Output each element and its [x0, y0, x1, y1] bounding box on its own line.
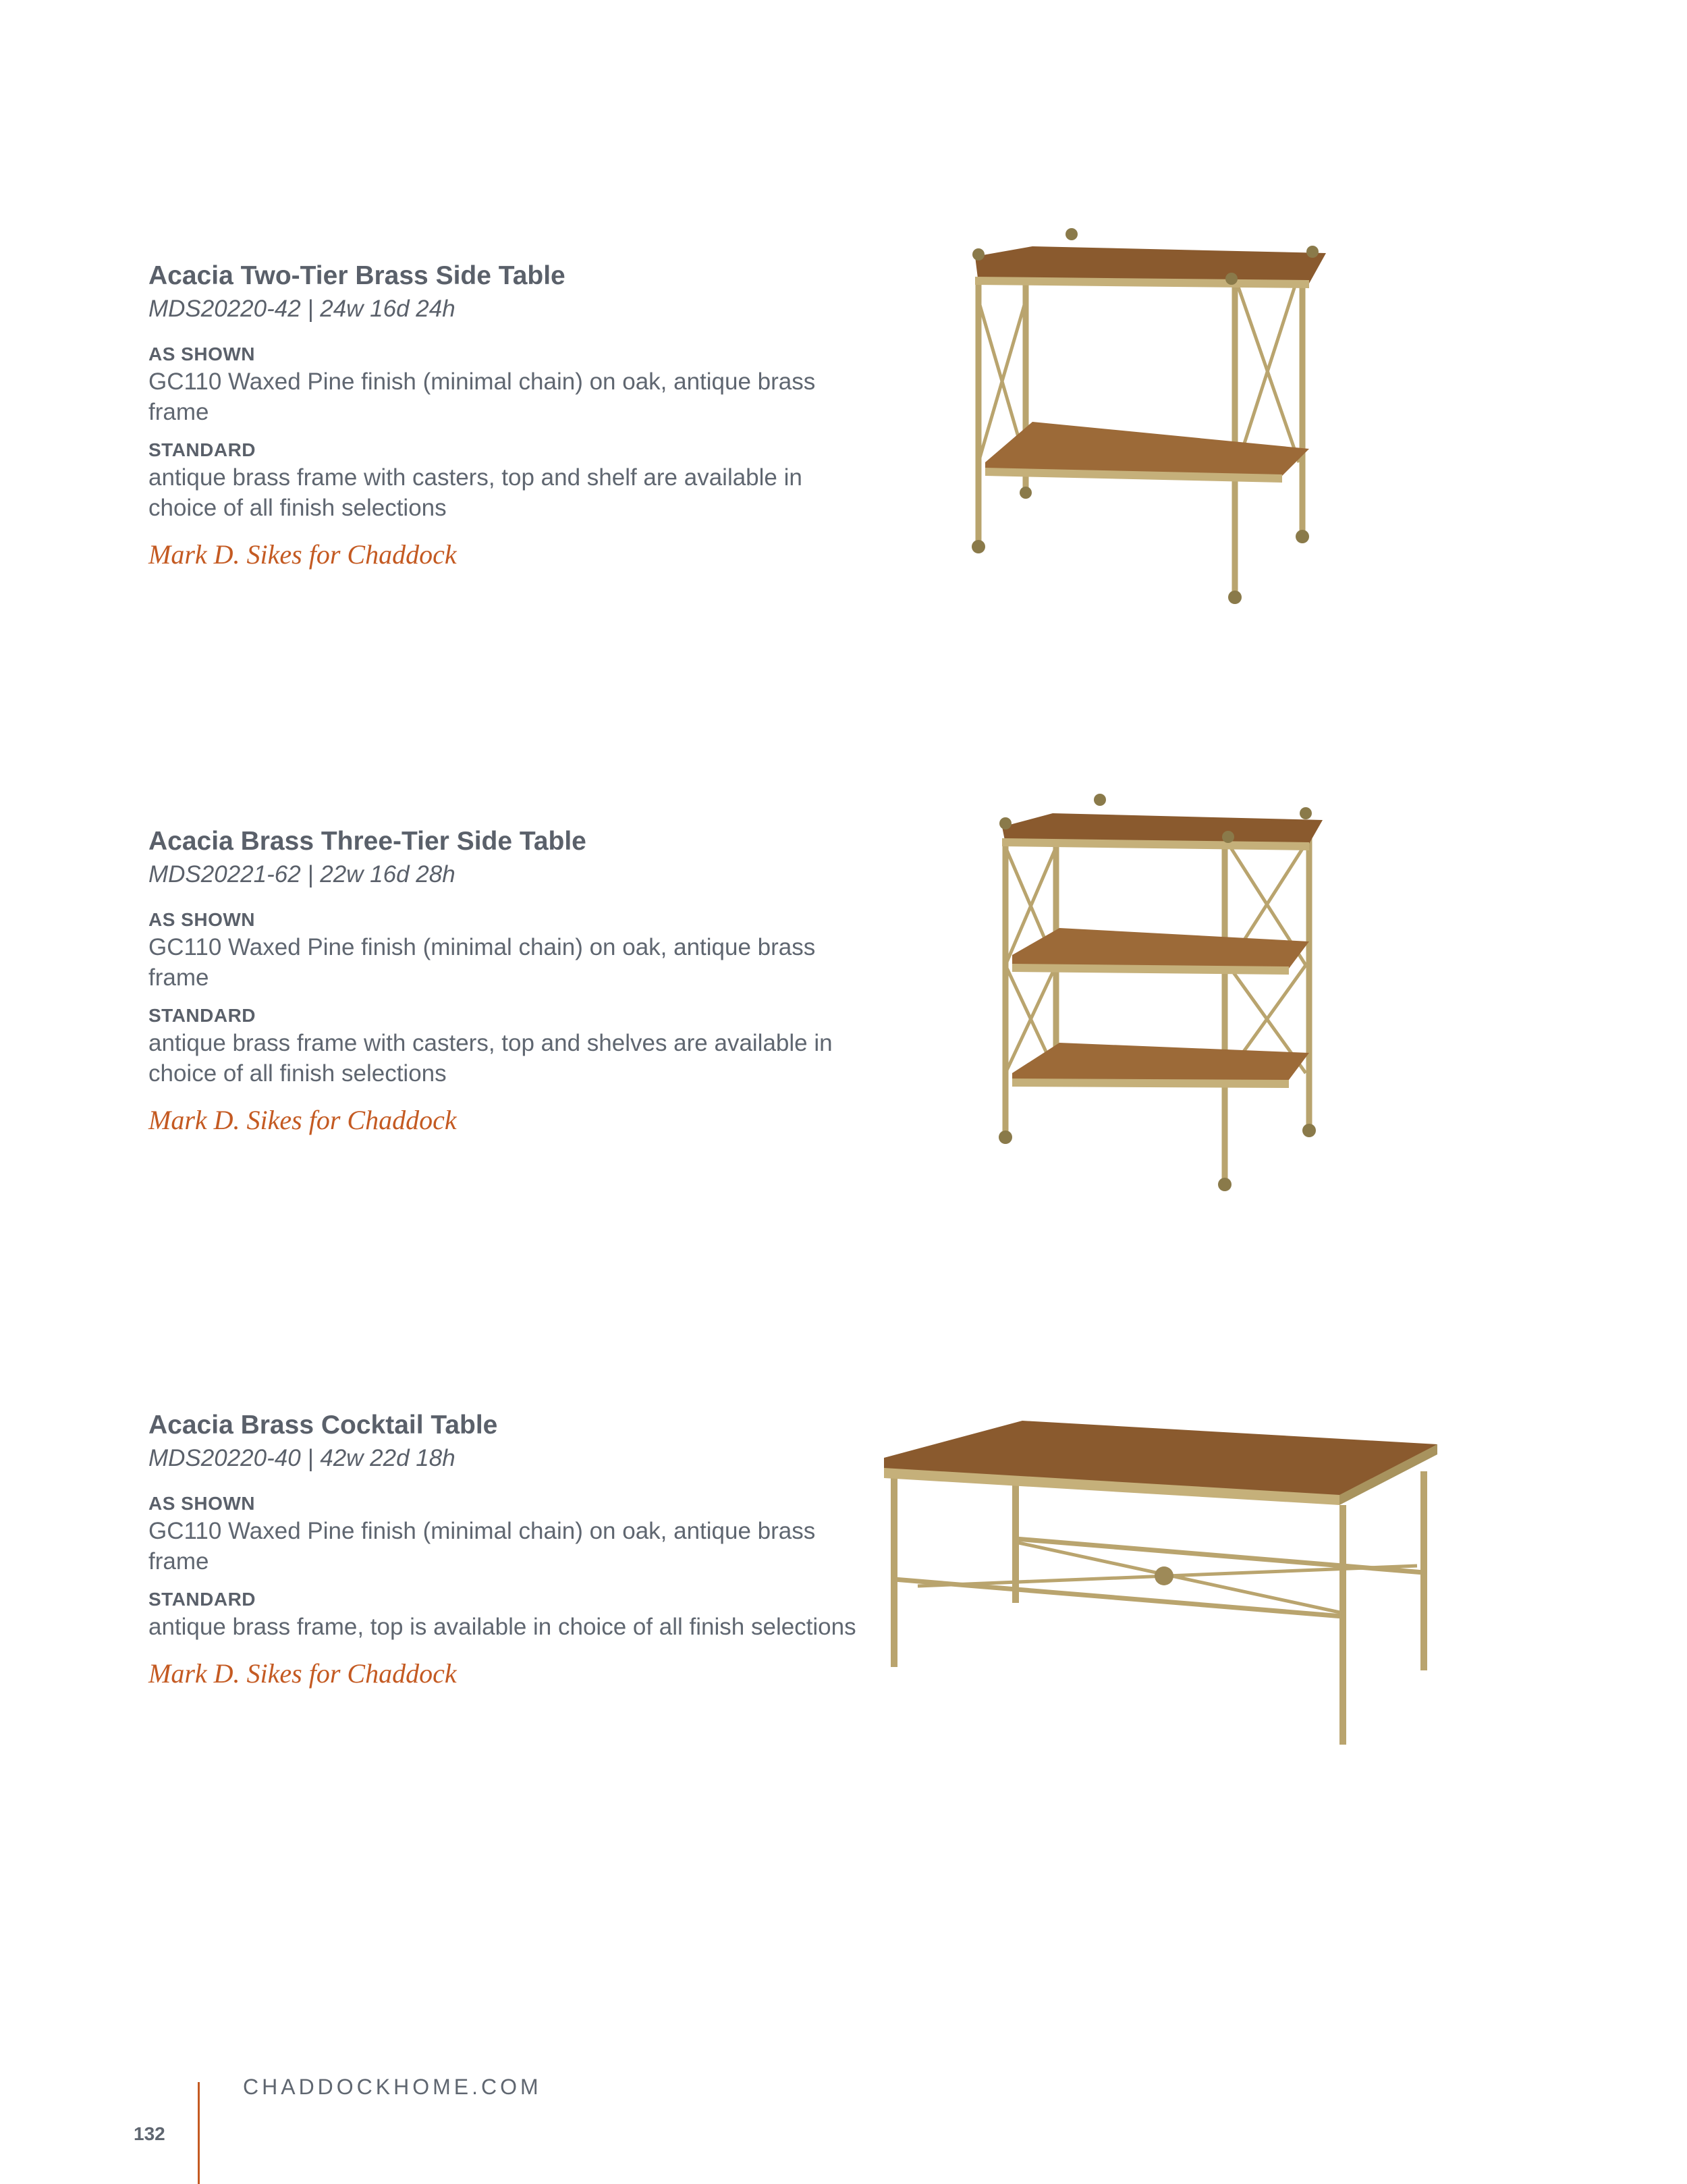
- footer-divider: [198, 2082, 200, 2184]
- standard-label: STANDARD: [148, 439, 256, 460]
- page-number: 132: [134, 2123, 165, 2144]
- product-name: Acacia Brass Cocktail Table: [148, 1411, 498, 1440]
- as-shown-label: AS SHOWN: [148, 909, 255, 930]
- standard-text: antique brass frame with casters, top and shelves are available in choice of all finish selections: [148, 1030, 833, 1087]
- cocktail-table-image: [877, 1414, 1444, 1751]
- designer-credit: Mark D. Sikes for Chaddock: [148, 1105, 457, 1135]
- as-shown-text: GC110 Waxed Pine finish (minimal chain) on oak, antique brass frame: [148, 1518, 816, 1575]
- designer-credit: Mark D. Sikes for Chaddock: [148, 539, 457, 570]
- product-sku: MDS20220-40 | 42w 22d 18h: [148, 1445, 455, 1471]
- designer-credit: Mark D. Sikes for Chaddock: [148, 1658, 457, 1689]
- standard-label: STANDARD: [148, 1589, 256, 1610]
- product-sku: MDS20220-42 | 24w 16d 24h: [148, 296, 455, 322]
- product-sku: MDS20221-62 | 22w 16d 28h: [148, 861, 455, 888]
- three-tier-table-image: [992, 790, 1336, 1201]
- product-name: Acacia Two-Tier Brass Side Table: [148, 261, 565, 290]
- product-three-tier-side-table: [148, 824, 857, 1137]
- standard-text: antique brass frame, top is available in choice of all finish selections: [148, 1614, 856, 1640]
- standard-label: STANDARD: [148, 1005, 256, 1026]
- as-shown-label: AS SHOWN: [148, 1493, 255, 1514]
- standard-text: antique brass frame with casters, top and shelf are available in choice of all finish selections: [148, 464, 802, 521]
- as-shown-label: AS SHOWN: [148, 344, 255, 364]
- as-shown-text: GC110 Waxed Pine finish (minimal chain) on oak, antique brass frame: [148, 368, 816, 425]
- footer-website[interactable]: CHADDOCKHOME.COM: [243, 2075, 542, 2099]
- product-name: Acacia Brass Three-Tier Side Table: [148, 827, 586, 856]
- product-cocktail-table: [148, 1408, 857, 1691]
- as-shown-text: GC110 Waxed Pine finish (minimal chain) on oak, antique brass frame: [148, 934, 816, 991]
- two-tier-table-image: [958, 219, 1336, 618]
- product-two-tier-side-table: [148, 258, 857, 572]
